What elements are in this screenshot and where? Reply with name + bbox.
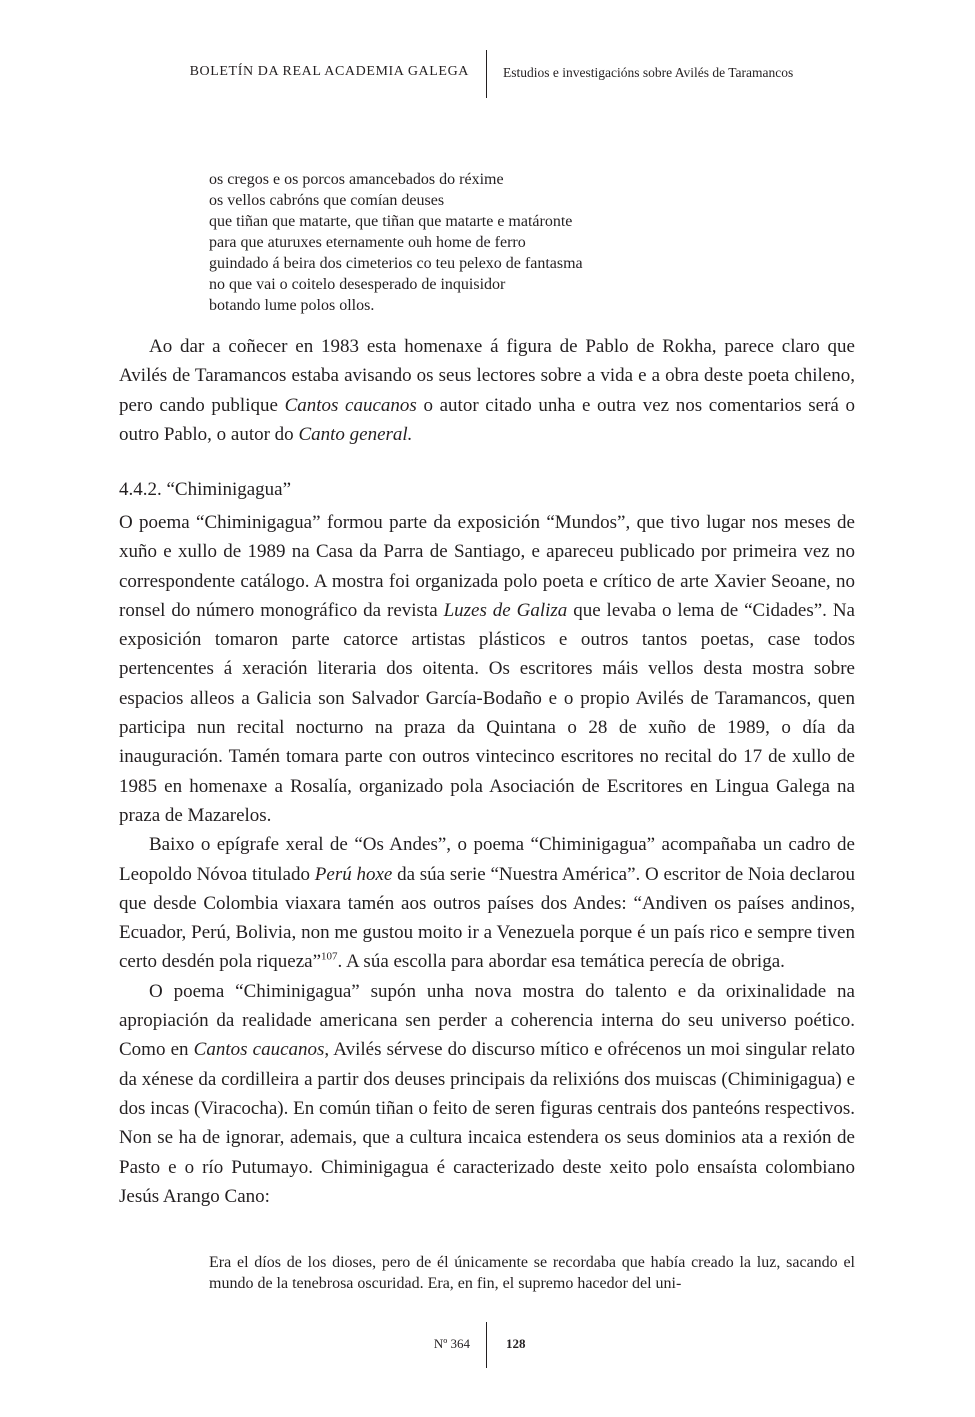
title-canto-general: Canto general. bbox=[298, 423, 413, 445]
issue-number: Nº 364 bbox=[433, 1336, 470, 1351]
text-run: da súa serie “Nuestra América”. O escritor de Noia declarou que desde Colombia viaxara tamén aos outros países dos Andes: “Andiven os países andinos, Ecuador, Perú, Bolivia, non me gustou moito ir a Venezuela porque é un país rico e sempre tiven certo desdén pola riqueza” bbox=[119, 863, 855, 973]
paragraph bbox=[119, 830, 855, 976]
poem-line: botando lume polos ollos. bbox=[209, 297, 375, 314]
poem-line: os vellos cabróns que comían deuses bbox=[209, 192, 445, 209]
footer-divider bbox=[486, 1322, 487, 1368]
text-run: Baixo o epígrafe xeral de “Os Andes”, o poema “Chiminigagua” acompañaba un cadro de Leopoldo Nóvoa titulado bbox=[119, 834, 855, 885]
running-header-journal: BOLETÍN DA REAL ACADEMIA GALEGA bbox=[189, 64, 469, 79]
page-number: 128 bbox=[506, 1336, 526, 1351]
title-peru-hoxe: Perú hoxe bbox=[314, 863, 393, 885]
block-quote bbox=[209, 1252, 855, 1294]
paragraph bbox=[119, 332, 855, 449]
paragraph bbox=[119, 508, 855, 830]
title-cantos-caucanos: Cantos caucanos bbox=[193, 1039, 325, 1061]
poem-line: para que aturuxes eternamente ouh home de ferro bbox=[209, 234, 526, 251]
text-run: O poema “Chiminigagua” supón unha nova mostra do talento e da orixinalidade na apropiación da realidade americana sen perder a coherencia interna do seu universo poético. Como en bbox=[119, 980, 855, 1061]
poem-line: que tiñan que matarte, que tiñan que matarte e matáronte bbox=[209, 213, 573, 230]
poem-line: os cregos e os porcos amancebados do réxime bbox=[209, 171, 504, 188]
paragraph-rokha bbox=[119, 332, 855, 449]
title-cantos-caucanos: Cantos caucanos bbox=[284, 394, 417, 416]
footnote-ref[interactable]: 107 bbox=[321, 951, 338, 964]
text-run: O poema “Chiminigagua” formou parte da exposición “Mundos”, que tivo lugar nos meses de xuño e xullo de 1989 na Casa da Parra de Santiago, e apareceu publicado por primeira vez no correspondente catálogo. A mostra foi organizada polo poeta e crítico de arte Xavier Seoane, no ronsel do número monográfico da revista bbox=[119, 512, 855, 621]
text-run: o autor citado unha e outra vez nos comentarios será o outro Pablo, o autor do bbox=[119, 394, 856, 445]
poem-line: no que vai o coitelo desesperado de inquisidor bbox=[209, 276, 506, 293]
text-run: . A súa escolla para abordar esa temática perecía de obriga. bbox=[337, 951, 785, 973]
quote-text: Era el díos de los dioses, pero de él únicamente se recordaba que había creado la luz, sacando el mundo de la tenebrosa oscuridad. Era, en fin, el supremo hacedor del uni- bbox=[209, 1254, 855, 1292]
section-heading: 4.4.2. “Chiminigagua” bbox=[119, 479, 292, 500]
running-header-section: Estudios e investigacións sobre Avilés de Taramancos bbox=[503, 65, 794, 80]
text-run: que levaba o lema de “Cidades”. Na exposición tomaron parte catorce artistas plásticos e outros tantos poetas, case todos pertencentes á xeración literaria dos oitenta. Os escritores máis vellos desta mostra sobre espacios alleos a Galicia son Salvador García-Bodaño e o propio Avilés de Taramancos, quen participa nun recital nocturno na praza da Quintana o 28 de xuño de 1989, o día da inauguración. Tamén tomara parte con outros vintecinco escritores no recital do 17 de xullo de 1985 en homenaxe a Rosalía, organizado pola Asociación de Escritores en Lingua Galega na praza de Mazarelos. bbox=[119, 599, 855, 826]
text-run: Ao dar a coñecer en 1983 esta homenaxe á figura de Pablo de Rokha, parece claro que Avilés de Taramancos estaba avisando os seus lectores sobre a vida e a obra deste poeta chileno, pero cando publique bbox=[119, 336, 855, 416]
poem-excerpt bbox=[209, 169, 583, 316]
poem-line: guindado á beira dos cimeterios co teu pelexo de fantasma bbox=[209, 255, 583, 272]
paragraph bbox=[119, 977, 855, 1211]
header-divider bbox=[486, 50, 487, 98]
title-luzes-de-galiza: Luzes de Galiza bbox=[443, 599, 568, 621]
text-run: , Avilés sérvese do discurso mítico e ofrécenos un moi singular relato da xénese da cordilleira a partir dos deuses principais da relixións dos muiscas (Chiminigagua) e dos incas (Viracocha). En común tiñan o feito de seren figuras centrais dos panteóns respectivos. Non se ha de ignorar, ademais, que a cultura incaica estendera os seus dominios ata a rexión de Pasto e o río Putumayo. Chiminigagua é caracterizado deste xeito polo ensaísta colombiano Jesús Arango Cano: bbox=[119, 1039, 855, 1207]
section-body bbox=[119, 508, 855, 1211]
